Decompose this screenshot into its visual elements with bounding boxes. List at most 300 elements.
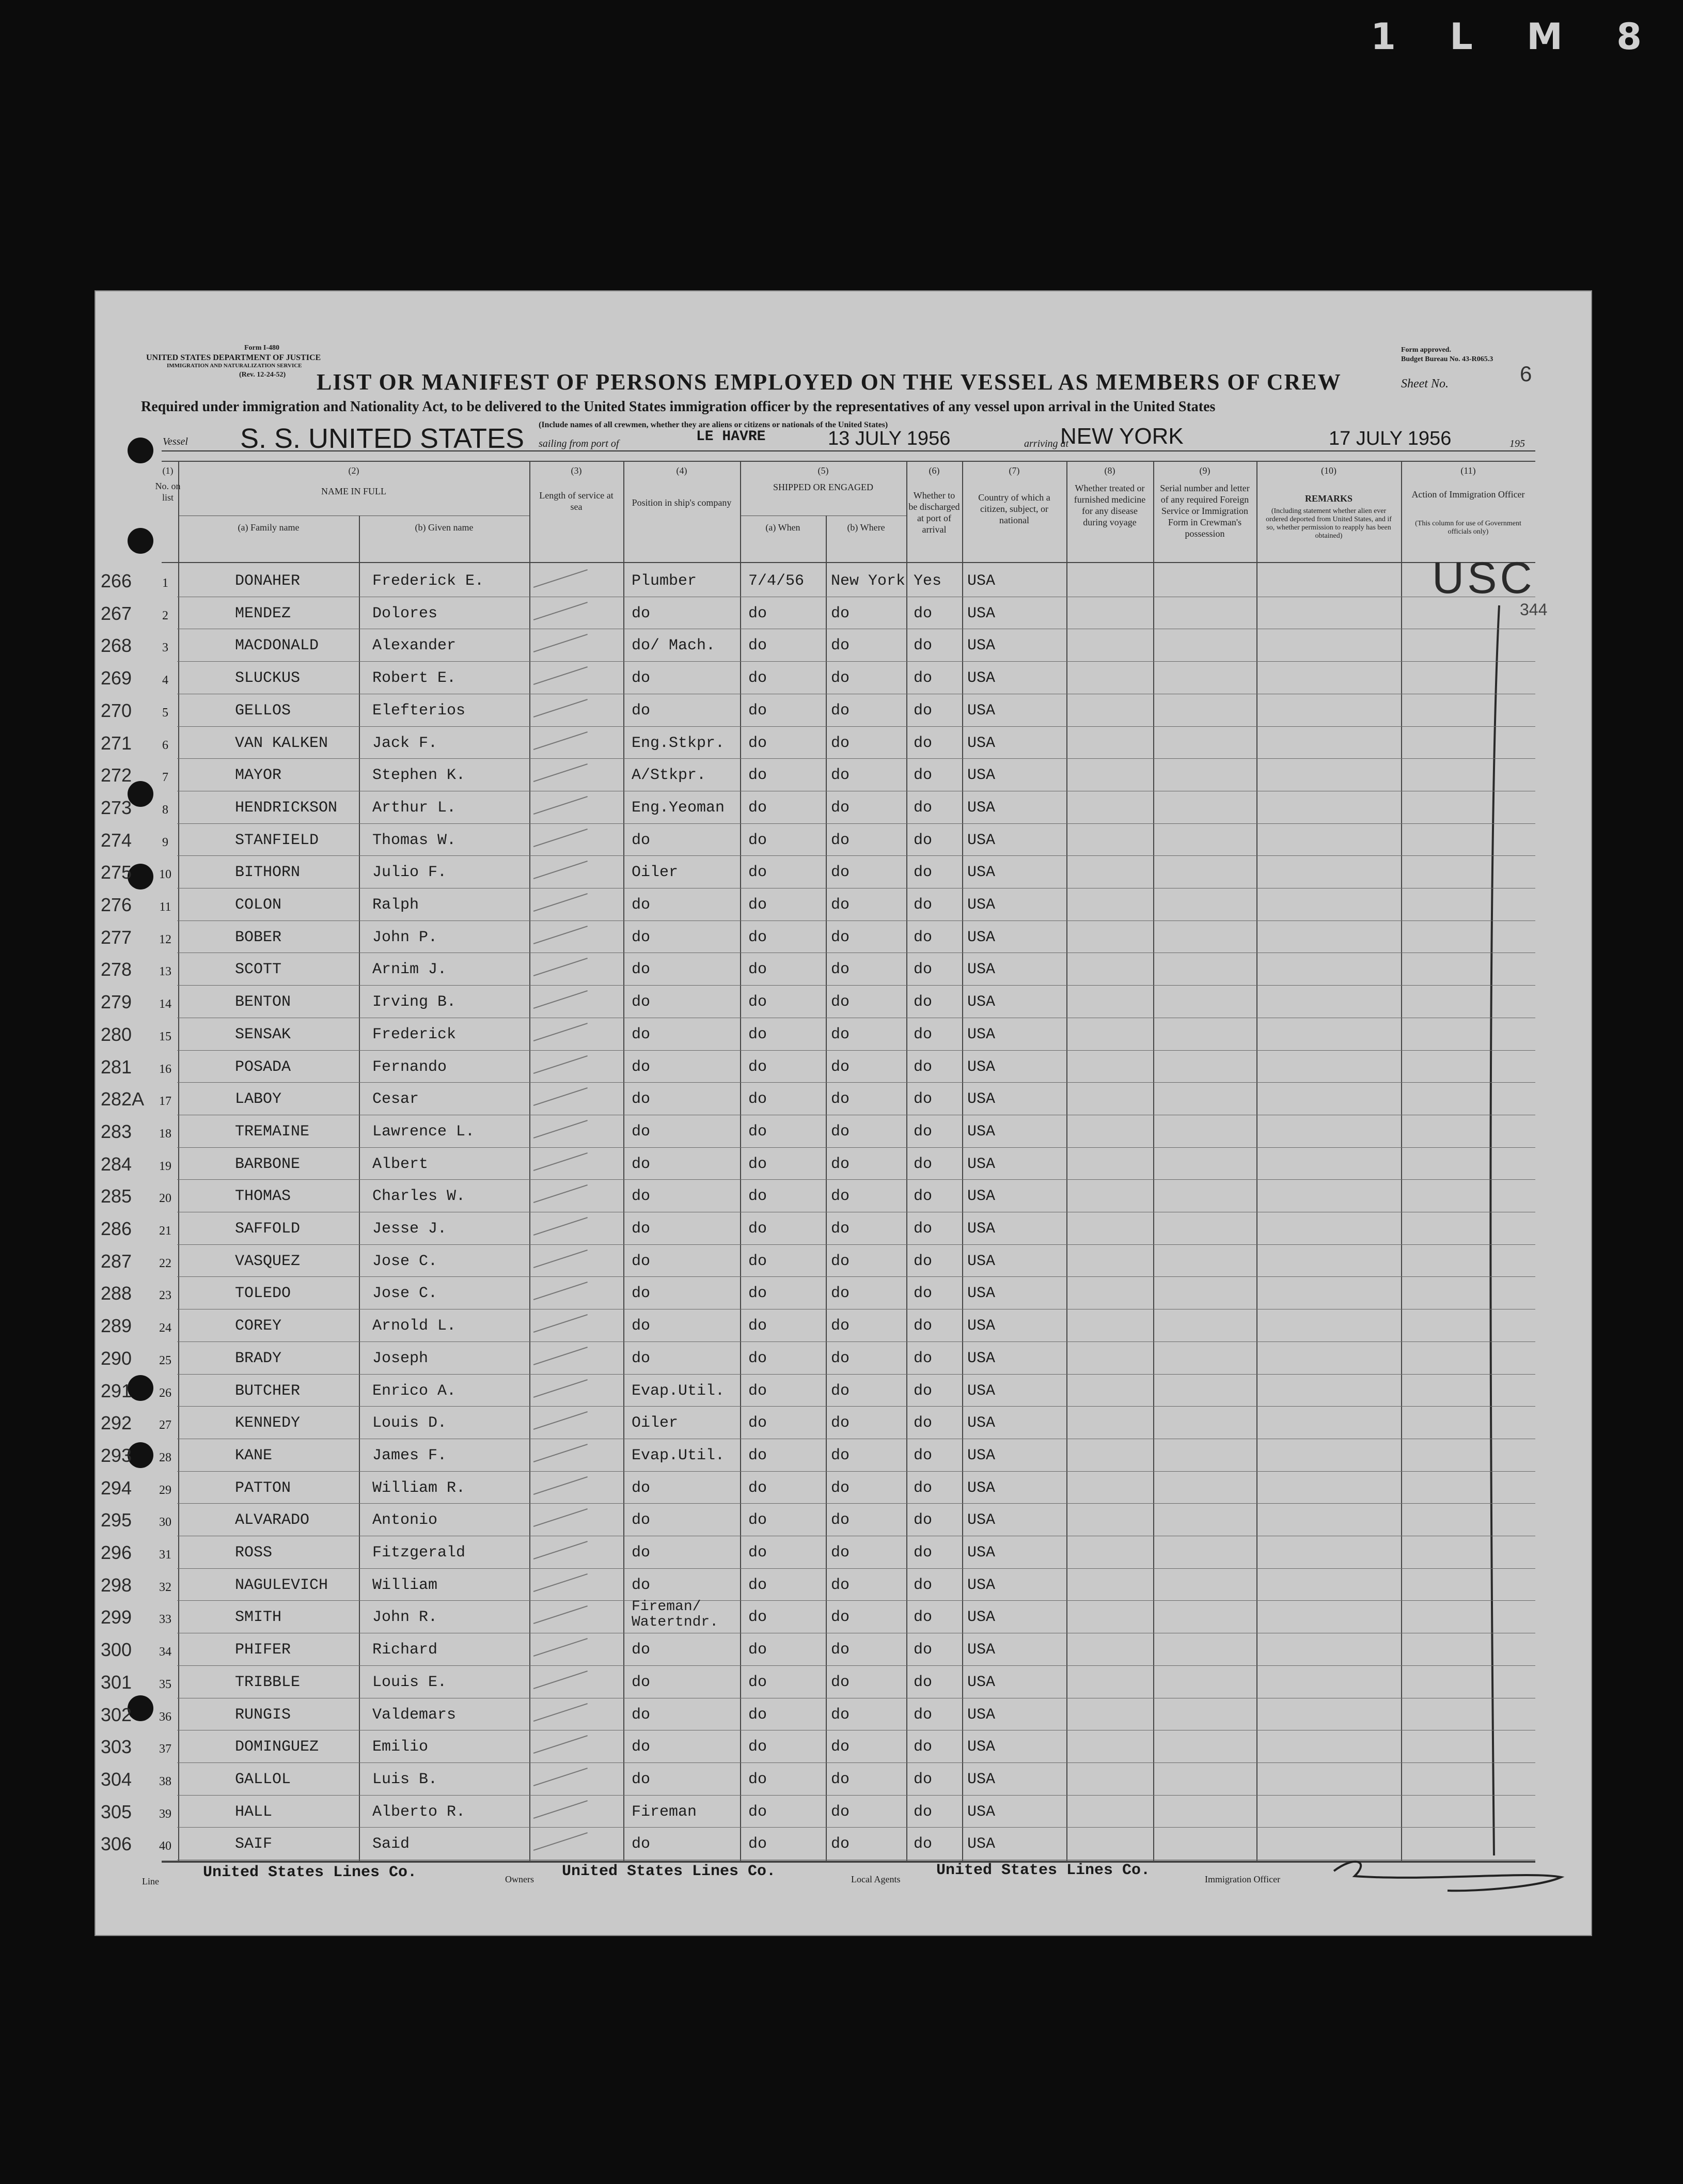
shipped-where: do: [831, 637, 850, 655]
shipped-where: do: [831, 1090, 850, 1109]
row-divider: [177, 1341, 1535, 1342]
service-length-dash: [533, 1444, 588, 1462]
position: do: [632, 1544, 651, 1562]
list-number: 40: [159, 1839, 171, 1853]
list-number: 32: [159, 1580, 171, 1594]
shipped-where: do: [831, 1511, 850, 1530]
sailing-label: sailing from port of: [539, 438, 619, 449]
position: do: [632, 1641, 651, 1659]
shipped-when: do: [748, 1738, 767, 1756]
service-length-dash: [533, 1541, 588, 1559]
col6-label: Whether to be discharged at port of arrival: [908, 490, 960, 535]
service: IMMIGRATION AND NATURALIZATION SERVICE: [167, 363, 302, 369]
country: USA: [967, 1382, 996, 1400]
family-name: MENDEZ: [235, 604, 291, 622]
col5b-label: (b) Where: [847, 522, 885, 533]
handwritten-number: 280: [101, 1023, 132, 1045]
position: Evap.Util.: [632, 1446, 725, 1464]
family-name: MAYOR: [235, 767, 282, 785]
service-length-dash: [533, 990, 588, 1009]
position: do: [632, 896, 651, 914]
arriving-label: arriving at: [1024, 438, 1069, 449]
shipped-when: do: [748, 1382, 767, 1400]
country: USA: [967, 701, 996, 720]
list-number: 24: [159, 1321, 171, 1335]
shipped-when: do: [748, 1835, 767, 1853]
shipped-where: do: [831, 1770, 850, 1788]
shipped-when: do: [748, 1511, 767, 1530]
discharged: do: [914, 1122, 933, 1141]
discharged: do: [914, 1188, 933, 1206]
handwritten-number: 303: [101, 1736, 132, 1758]
shipped-when: do: [748, 799, 767, 817]
handwritten-number: 291: [101, 1380, 132, 1401]
discharged: do: [914, 1155, 933, 1173]
discharged: do: [914, 1706, 933, 1724]
family-name: BENTON: [235, 993, 291, 1011]
list-number: 17: [159, 1095, 171, 1109]
handwritten-number: 276: [101, 894, 132, 915]
country: USA: [967, 1641, 996, 1659]
country: USA: [967, 1252, 996, 1270]
service-length-dash: [533, 1347, 588, 1365]
officer-label: Immigration Officer: [1205, 1874, 1281, 1884]
shipped-when: do: [748, 1576, 767, 1594]
service-length-dash: [533, 1832, 588, 1851]
list-number: 1: [162, 576, 168, 590]
handwritten-number: 306: [101, 1833, 132, 1855]
given-name: Valdemars: [372, 1706, 457, 1724]
position: do: [632, 604, 651, 622]
given-name: William R.: [372, 1479, 466, 1497]
given-name: Louis E.: [372, 1673, 447, 1691]
given-name: Emilio: [372, 1738, 429, 1756]
discharged: do: [914, 928, 933, 946]
shipped-when: do: [748, 701, 767, 720]
col-divider: [623, 461, 624, 1861]
shipped-when: do: [748, 734, 767, 752]
handwritten-number: 286: [101, 1218, 132, 1239]
list-number: 12: [159, 932, 171, 946]
country: USA: [967, 734, 996, 752]
row-divider: [177, 1374, 1535, 1375]
col7-label: Country of which a citizen, subject, or national: [978, 492, 1050, 525]
list-number: 11: [159, 900, 171, 914]
discharged: do: [914, 1025, 933, 1043]
shipped-when: do: [748, 1252, 767, 1270]
country: USA: [967, 1835, 996, 1853]
position: do: [632, 1188, 651, 1206]
shipped-when: do: [748, 961, 767, 979]
position: Fireman: [632, 1803, 697, 1821]
row-divider: [177, 758, 1535, 759]
list-number: 4: [162, 674, 168, 688]
discharged: do: [914, 864, 933, 882]
country: USA: [967, 1738, 996, 1756]
handwritten-number: 289: [101, 1315, 132, 1337]
given-name: Arnim J.: [372, 961, 447, 979]
col3-label: Length of service at sea: [539, 490, 614, 512]
row-divider: [177, 1471, 1535, 1472]
shipped-when: do: [748, 1446, 767, 1464]
country: USA: [967, 1706, 996, 1724]
position: do: [632, 701, 651, 720]
service-length-dash: [533, 666, 588, 685]
service-length-dash: [533, 1184, 588, 1203]
discharged: do: [914, 669, 933, 688]
discharged: do: [914, 1609, 933, 1627]
shipped-when: do: [748, 864, 767, 882]
given-name: John R.: [372, 1609, 438, 1627]
shipped-where: do: [831, 701, 850, 720]
given-name: James F.: [372, 1446, 447, 1464]
discharged: do: [914, 1835, 933, 1853]
shipped-where: do: [831, 896, 850, 914]
service-length-dash: [533, 1638, 588, 1657]
handwritten-number: 279: [101, 991, 132, 1013]
service-length-dash: [533, 569, 588, 588]
family-name: MACDONALD: [235, 637, 319, 655]
shipped-when: 7/4/56: [748, 572, 805, 590]
country: USA: [967, 1058, 996, 1076]
list-number: 34: [159, 1645, 171, 1659]
family-name: BITHORN: [235, 864, 301, 882]
shipped-where: do: [831, 993, 850, 1011]
service-length-dash: [533, 602, 588, 620]
discharged: do: [914, 993, 933, 1011]
country: USA: [967, 1576, 996, 1594]
col-divider: [529, 461, 530, 1861]
shipped-where: do: [831, 831, 850, 849]
discharged: do: [914, 1285, 933, 1303]
position: Eng.Yeoman: [632, 799, 725, 817]
shipped-where: do: [831, 1349, 850, 1367]
family-name: VASQUEZ: [235, 1252, 301, 1270]
sail-date: 13 JULY 1956: [828, 428, 951, 449]
col2-num: (2): [348, 465, 359, 476]
department: UNITED STATES DEPARTMENT OF JUSTICE: [146, 353, 321, 362]
row-divider: [177, 1147, 1535, 1148]
vessel-name: S. S. UNITED STATES: [240, 423, 525, 454]
col1-label: No. on list: [155, 481, 181, 503]
col11-num: (11): [1460, 465, 1476, 476]
col-divider: [1153, 461, 1154, 1861]
agents-label: Local Agents: [851, 1874, 901, 1884]
row-divider: [177, 1827, 1535, 1828]
list-number: 25: [159, 1353, 171, 1367]
col5-num: (5): [817, 465, 829, 476]
position: do: [632, 1479, 651, 1497]
service-length-dash: [533, 1735, 588, 1754]
handwritten-number: 295: [101, 1509, 132, 1531]
list-number: 26: [159, 1386, 171, 1400]
family-name: STANFIELD: [235, 831, 319, 849]
discharged: do: [914, 896, 933, 914]
handwritten-number: 296: [101, 1542, 132, 1563]
service-length-dash: [533, 1768, 588, 1786]
shipped-where: do: [831, 1738, 850, 1756]
service-length-dash: [533, 829, 588, 847]
shipped-where: do: [831, 1803, 850, 1821]
given-name: Alberto R.: [372, 1803, 466, 1821]
given-name: Jack F.: [372, 734, 438, 752]
col2b-label: (b) Given name: [415, 522, 474, 533]
shipped-where: do: [831, 1673, 850, 1691]
discharged: do: [914, 1479, 933, 1497]
family-name: ROSS: [235, 1544, 273, 1562]
list-number: 37: [159, 1742, 171, 1756]
position: do: [632, 1317, 651, 1335]
shipped-when: do: [748, 1317, 767, 1335]
country: USA: [967, 1220, 996, 1238]
shipped-when: do: [748, 1025, 767, 1043]
shipped-when: do: [748, 1641, 767, 1659]
row-divider: [177, 1276, 1535, 1277]
shipped-where: do: [831, 1544, 850, 1562]
position: do: [632, 1025, 651, 1043]
shipped-when: do: [748, 1220, 767, 1238]
country: USA: [967, 993, 996, 1011]
service-length-dash: [533, 1023, 588, 1041]
shipped-when: do: [748, 1188, 767, 1206]
discharged: do: [914, 1058, 933, 1076]
family-name: THOMAS: [235, 1188, 291, 1206]
list-number: 36: [159, 1710, 171, 1724]
service-length-dash: [533, 1314, 588, 1333]
family-name: BARBONE: [235, 1155, 301, 1173]
col-divider: [906, 461, 907, 1861]
country: USA: [967, 1609, 996, 1627]
family-name: SAIF: [235, 1835, 273, 1853]
col4-label: Position in ship's company: [632, 497, 732, 508]
shipped-when: do: [748, 1706, 767, 1724]
arrive-date: 17 JULY 1956: [1329, 428, 1452, 449]
position: do: [632, 1220, 651, 1238]
position: Eng.Stkpr.: [632, 734, 725, 752]
line-value: United States Lines Co.: [203, 1864, 417, 1881]
shipped-when: do: [748, 1544, 767, 1562]
shipped-when: do: [748, 604, 767, 622]
country: USA: [967, 1285, 996, 1303]
discharged: do: [914, 767, 933, 785]
shipped-where: do: [831, 1414, 850, 1432]
service-length-dash: [533, 796, 588, 815]
handwritten-number: 287: [101, 1250, 132, 1272]
country: USA: [967, 767, 996, 785]
budget-bureau: Budget Bureau No. 43-R065.3: [1401, 355, 1493, 363]
row-divider: [177, 823, 1535, 824]
position: do: [632, 1155, 651, 1173]
revision: (Rev. 12-24-52): [239, 371, 286, 379]
row-divider: [177, 1244, 1535, 1245]
position: do: [632, 961, 651, 979]
row-divider: [177, 1082, 1535, 1083]
usc-annotation: USC: [1432, 553, 1535, 603]
officer-signature: [1324, 1850, 1571, 1897]
port-to: NEW YORK: [1060, 424, 1184, 449]
list-number: 13: [159, 965, 171, 979]
shipped-where: do: [831, 1609, 850, 1627]
shipped-where: do: [831, 1479, 850, 1497]
given-name: Richard: [372, 1641, 438, 1659]
country: USA: [967, 1803, 996, 1821]
family-name: HENDRICKSON: [235, 799, 338, 817]
given-name: Enrico A.: [372, 1382, 457, 1400]
service-length-dash: [533, 926, 588, 944]
handwritten-number: 298: [101, 1574, 132, 1596]
shipped-where: do: [831, 1641, 850, 1659]
position: do: [632, 1576, 651, 1594]
handwritten-number: 301: [101, 1671, 132, 1693]
shipped-when: do: [748, 1349, 767, 1367]
service-length-dash: [533, 1055, 588, 1074]
country: USA: [967, 1090, 996, 1109]
country: USA: [967, 864, 996, 882]
position: Fireman/ Watertndr.: [632, 1599, 719, 1631]
shipped-where: do: [831, 1382, 850, 1400]
col-divider: [178, 461, 179, 1861]
handwritten-number: 281: [101, 1056, 132, 1078]
position: do: [632, 831, 651, 849]
form-approved: Form approved.: [1401, 346, 1451, 354]
col10-note: (Including statement whether alien ever ordered deported from United States, and if so, whether permission to reapply has been obtained): [1266, 507, 1392, 540]
sheet-label: Sheet No.: [1401, 377, 1449, 391]
shipped-where: do: [831, 1058, 850, 1076]
discharged: do: [914, 1673, 933, 1691]
table-top-border: [162, 461, 1535, 462]
given-name: Robert E.: [372, 669, 457, 688]
shipped-when: do: [748, 767, 767, 785]
position: do: [632, 1285, 651, 1303]
shipped-where: do: [831, 1706, 850, 1724]
position: do: [632, 669, 651, 688]
row-divider: [177, 1503, 1535, 1504]
list-number: 15: [159, 1029, 171, 1043]
form-subtitle: Required under immigration and Nationality Act, to be delivered to the United States immigration officer by the representatives of any vessel upon arrival in the United States: [141, 399, 1216, 415]
family-name: KENNEDY: [235, 1414, 301, 1432]
family-name: SAFFOLD: [235, 1220, 301, 1238]
given-name: Said: [372, 1835, 410, 1853]
col9-label: Serial number and letter of any required Foreign Service or Immigration Form in Crewman's possession: [1160, 483, 1250, 539]
family-name: TRIBBLE: [235, 1673, 301, 1691]
row-divider: [177, 1050, 1535, 1051]
shipped-where: do: [831, 1188, 850, 1206]
list-number: 7: [162, 771, 168, 785]
shipped-when: do: [748, 1285, 767, 1303]
given-name: Charles W.: [372, 1188, 466, 1206]
discharged: do: [914, 604, 933, 622]
given-name: Joseph: [372, 1349, 429, 1367]
shipped-when: do: [748, 1673, 767, 1691]
family-name: GALLOL: [235, 1770, 291, 1788]
shipped-when: do: [748, 637, 767, 655]
position: Oiler: [632, 1414, 679, 1432]
handwritten-number: 294: [101, 1477, 132, 1499]
list-number: 21: [159, 1224, 171, 1238]
film-corner-marks: 1 L M 8: [1371, 15, 1662, 58]
discharged: do: [914, 831, 933, 849]
shipped-when: do: [748, 669, 767, 688]
family-name: VAN KALKEN: [235, 734, 328, 752]
family-name: ALVARADO: [235, 1511, 310, 1530]
handwritten-number: 284: [101, 1153, 132, 1175]
shipped-where: do: [831, 1835, 850, 1853]
col11-label: Action of Immigration Officer: [1411, 489, 1525, 500]
service-length-dash: [533, 1508, 588, 1527]
discharged: do: [914, 1349, 933, 1367]
col-divider: [359, 516, 360, 1861]
service-length-dash: [533, 1476, 588, 1495]
handwritten-number: 302: [101, 1704, 132, 1725]
discharged: do: [914, 734, 933, 752]
service-length-dash: [533, 1379, 588, 1398]
service-length-dash: [533, 1152, 588, 1171]
service-length-dash: [533, 731, 588, 750]
given-name: Fitzgerald: [372, 1544, 466, 1562]
row-divider: [177, 1406, 1535, 1407]
position: do: [632, 1673, 651, 1691]
handwritten-number: 269: [101, 667, 132, 689]
given-name: Stephen K.: [372, 767, 466, 785]
list-number: 6: [162, 738, 168, 752]
handwritten-number: 268: [101, 635, 132, 657]
given-name: William: [372, 1576, 438, 1594]
service-length-dash: [533, 634, 588, 652]
position: do: [632, 1122, 651, 1141]
row-divider: [177, 1179, 1535, 1180]
col8-num: (8): [1104, 465, 1115, 476]
service-length-dash: [533, 1671, 588, 1689]
punch-hole: [128, 528, 153, 554]
col11-note: (This column for use of Government officials only): [1415, 520, 1521, 536]
service-length-dash: [533, 763, 588, 782]
family-name: SMITH: [235, 1609, 282, 1627]
manifest-sheet: [95, 290, 1592, 1936]
owners-label: Owners: [505, 1874, 534, 1884]
include-note: (Include names of all crewmen, whether they are aliens or citizens or nationals of the United States): [539, 420, 888, 429]
position: Oiler: [632, 864, 679, 882]
discharged: do: [914, 701, 933, 720]
country: USA: [967, 1349, 996, 1367]
list-number: 23: [159, 1289, 171, 1303]
service-length-dash: [533, 1703, 588, 1722]
col6-num: (6): [929, 465, 940, 476]
service-length-dash: [533, 1573, 588, 1592]
discharged: do: [914, 799, 933, 817]
family-name: GELLOS: [235, 701, 291, 720]
col5a-label: (a) When: [765, 522, 800, 533]
given-name: Antonio: [372, 1511, 438, 1530]
col5-label: SHIPPED OR ENGAGED: [773, 482, 873, 492]
shipped-when: do: [748, 1122, 767, 1141]
given-name: Luis B.: [372, 1770, 438, 1788]
row-divider: [177, 661, 1535, 662]
country: USA: [967, 1479, 996, 1497]
position: do: [632, 1090, 651, 1109]
service-length-dash: [533, 1120, 588, 1138]
shipped-where: do: [831, 1155, 850, 1173]
country: USA: [967, 572, 996, 590]
family-name: COLON: [235, 896, 282, 914]
vessel-label: Vessel: [163, 436, 188, 447]
handwritten-number: 299: [101, 1606, 132, 1628]
list-number: 2: [162, 609, 168, 622]
row-divider: [177, 1665, 1535, 1666]
shipped-when: do: [748, 1609, 767, 1627]
discharged: do: [914, 1770, 933, 1788]
handwritten-number: 266: [101, 570, 132, 591]
service-length-dash: [533, 1217, 588, 1236]
